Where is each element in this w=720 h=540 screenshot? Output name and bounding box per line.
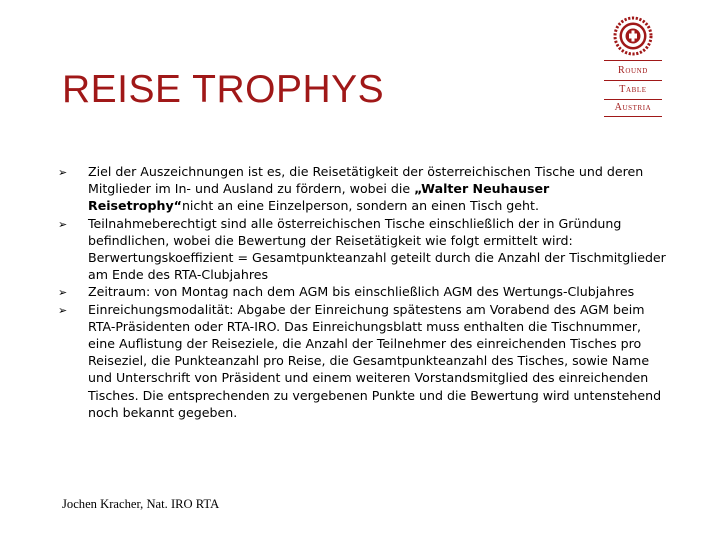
bullet-item [58, 283, 670, 300]
round-table-emblem-icon [613, 16, 653, 56]
arrow-bullet-icon: ➢ [58, 217, 68, 231]
arrow-bullet-icon: ➢ [58, 286, 68, 300]
bullet-item [58, 215, 670, 284]
bullet-item [58, 163, 670, 215]
logo-text-round: Round [618, 65, 648, 76]
logo-divider [604, 80, 662, 81]
arrow-bullet-icon: ➢ [58, 166, 68, 179]
slide-footer: Jochen Kracher, Nat. IRO RTA [62, 497, 220, 511]
bullet-text: Ziel der Auszeichnungen ist es, die Reisetätigkeit der österreichischen Tische und deren Mitglieder im In- und Ausland zu fördern, wobei die [88, 164, 644, 197]
logo-divider [604, 116, 662, 117]
bullet-text: nicht an eine Einzelperson, sondern an einen Tisch geht. [181, 198, 539, 214]
bullet-text: Einreichungsmodalität: Abgabe der Einreichung spätestens am Vorabend des AGM beim RTA-Präsidenten oder RTA-IRO. Das Einreichungsblatt muss enthalten die Tischnummer, eine Auflistung der Reiseziele, die Anzahl der Teilnehmer des einreichenden Tisches pro Reiseziel, die Punkteanzahl pro Reise, die Gesamtpunkteanzahl des Tisches, sowie Name und Unterschrift von Präsident und einem weiteren Vorstandsmitglied des einreichenden Tisches. Die entsprechenden zu vergebenen Punkte und die Bewertung wird untenstehend noch bekannt gegeben. [88, 301, 662, 420]
logo-text-table: Table [619, 84, 647, 95]
round-table-austria-logo [600, 16, 666, 116]
trophy-name: „Walter Neuhauser Reisetrophy“ [88, 181, 550, 214]
logo-divider [604, 99, 662, 100]
bullet-item [58, 301, 670, 421]
logo-divider [604, 60, 662, 61]
slide-title: REISE TROPHYS [62, 68, 385, 111]
bullet-text: Zeitraum: von Montag nach dem AGM bis einschließlich AGM des Wertungs-Clubjahres [88, 284, 635, 300]
bullet-text: Teilnahmeberechtigt sind alle österreichischen Tische einschließlich der in Gründung befindlichen, wobei die Bewertung der Reisetätigkeit wie folgt ermittelt wird: Berwertungskoeffizient = Gesamtpunkteanzahl geteilt durch die Anzahl der Tischmitglieder am Ende des RTA-Clubjahres [88, 215, 666, 283]
logo-text-austria: Austria [614, 102, 652, 113]
arrow-bullet-icon: ➢ [58, 303, 68, 317]
bullet-list [58, 163, 670, 421]
